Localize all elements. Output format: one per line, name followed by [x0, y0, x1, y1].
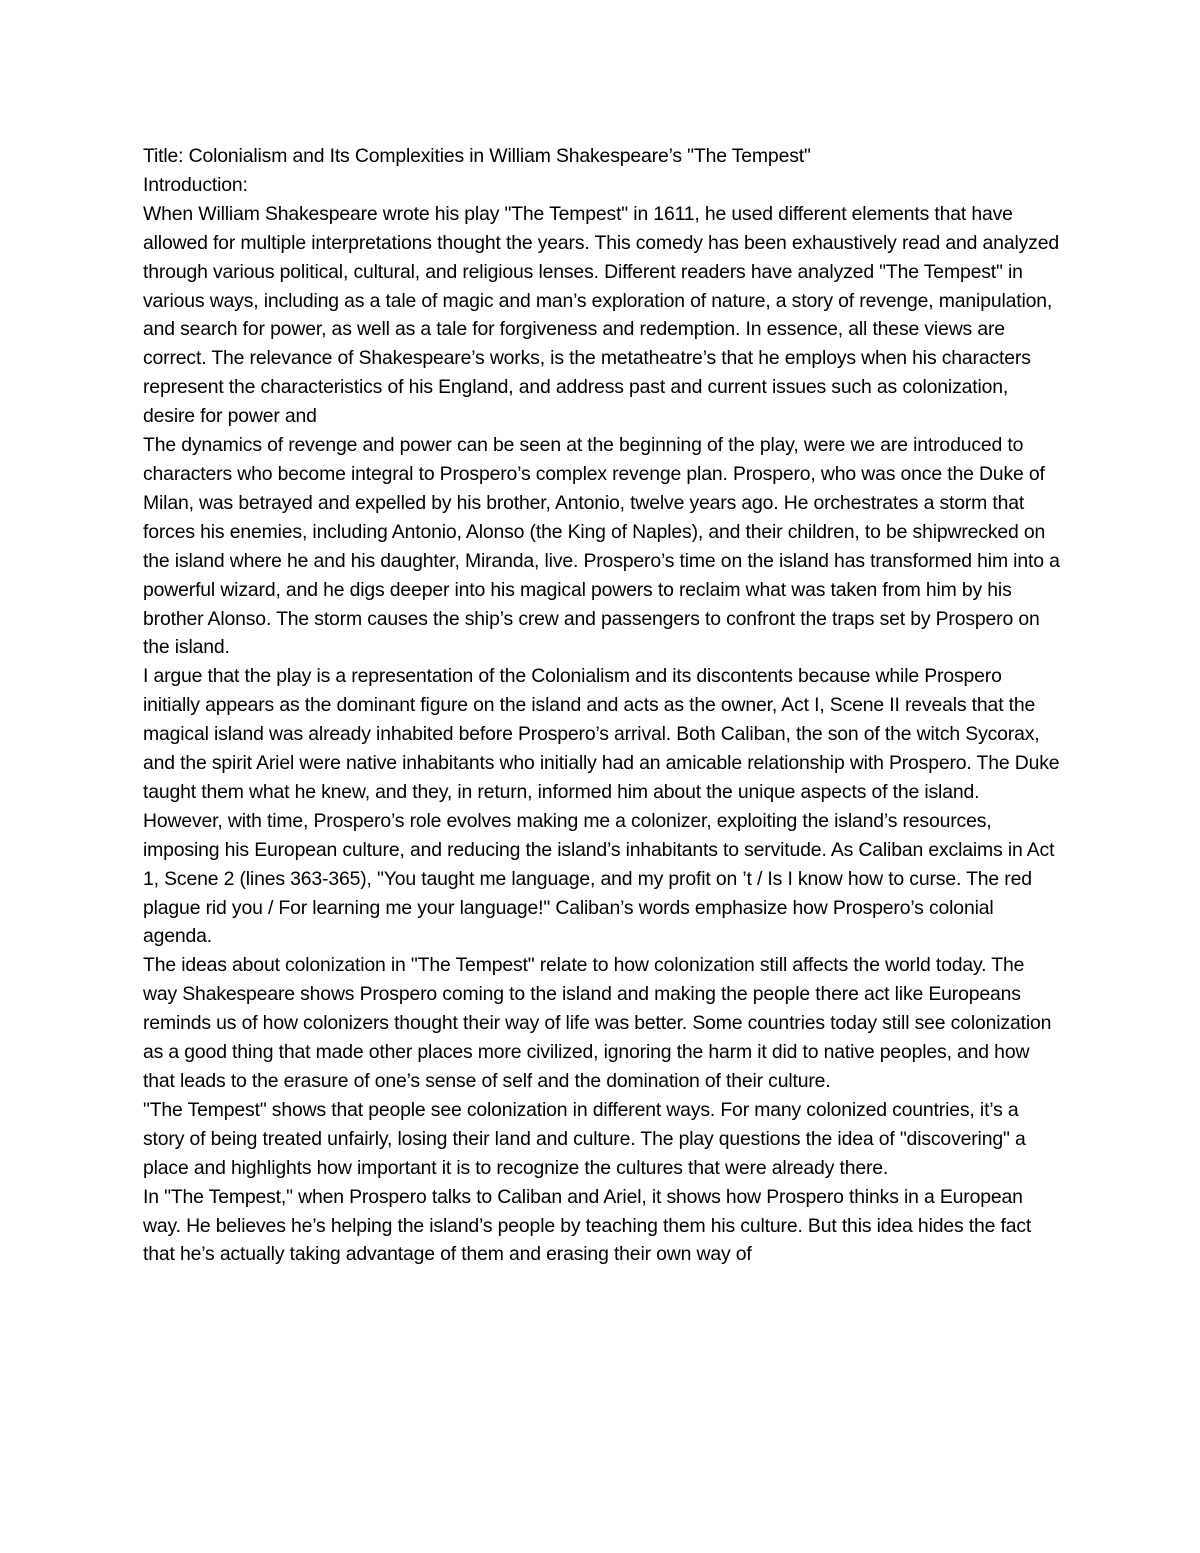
paragraph-argument: I argue that the play is a representation of the Colonialism and its discontents because while Prospero initially appears as the dominant figure on the island and acts as the owner, Act I, Scene II reveals that the magical island was already inhabited before Prospero’s arrival. Both Caliban, the son of the witch Sycorax, and the spirit Ariel were native inhabitants who initially had an amicable relationship with Prospero. The Duke taught them what he knew, and they, in return, informed him about the unique aspects of the island. However, with time, Prospero’s role evolves making me a colonizer, exploiting the island’s resources, imposing his European culture, and reducing the island’s inhabitants to servitude. As Caliban exclaims in Act 1, Scene 2 (lines 363-365), "You taught me language, and my profit on ’t / Is I know how to curse. The red plague rid you / For learning me your language!" Caliban’s words emphasize how Prospero’s colonial agenda.	[143, 665, 1060, 948]
document-title: Title: Colonialism and Its Complexities in William Shakespeare’s "The Tempest"	[143, 145, 811, 167]
document-body	[143, 142, 1061, 1269]
paragraph-modern-colonization: The ideas about colonization in "The Tempest" relate to how colonization still affects the world today. The way Shakespeare shows Prospero coming to the island and making the people there act like Europeans reminds us of how colonizers thought their way of life was better. Some countries today still see colonization as a good thing that made other places more civilized, ignoring the harm it did to native peoples, and how that leads to the erasure of one’s sense of self and the domination of their culture.	[143, 954, 1052, 1092]
paragraph-revenge-power: The dynamics of revenge and power can be seen at the beginning of the play, were we are introduced to characters who become integral to Prospero’s complex revenge plan. Prospero, who was once the Duke of Milan, was betrayed and expelled by his brother, Antonio, twelve years ago. He orchestrates a storm that forces his enemies, including Antonio, Alonso (the King of Naples), and their children, to be shipwrecked on the island where he and his daughter, Miranda, live. Prospero’s time on the island has transformed him into a powerful wizard, and he digs deeper into his magical powers to reclaim what was taken from him by his brother Alonso. The storm causes the ship’s crew and passengers to confront the traps set by Prospero on the island.	[143, 434, 1060, 659]
paragraph-european-thinking: In "The Tempest," when Prospero talks to Caliban and Ariel, it shows how Prospero thinks in a European way. He believes he’s helping the island’s people by teaching them his culture. But this idea hides the fact that he’s actually taking advantage of them and erasing their own way of	[143, 1185, 1032, 1266]
intro-heading: Introduction:	[143, 173, 248, 196]
paragraph-introduction: When William Shakespeare wrote his play "The Tempest" in 1611, he used different elements that have allowed for multiple interpretations thought the years. This comedy has been exhaustively read and analyzed through various political, cultural, and religious lenses. Different readers have analyzed "The Tempest" in various ways, including as a tale of magic and man’s exploration of nature, a story of revenge, manipulation, and search for power, as well as a tale for forgiveness and redemption. In essence, all these views are correct. The relevance of Shakespeare’s works, is the metatheatre’s that he employs when his characters represent the characteristics of his England, and address past and current issues such as colonization, desire for power and	[143, 202, 1059, 428]
paragraph-perspectives: "The Tempest" shows that people see colonization in different ways. For many colonized countries, it’s a story of being treated unfairly, losing their land and culture. The play questions the idea of "discovering" a place and highlights how important it is to recognize the cultures that were already there.	[143, 1098, 1026, 1179]
